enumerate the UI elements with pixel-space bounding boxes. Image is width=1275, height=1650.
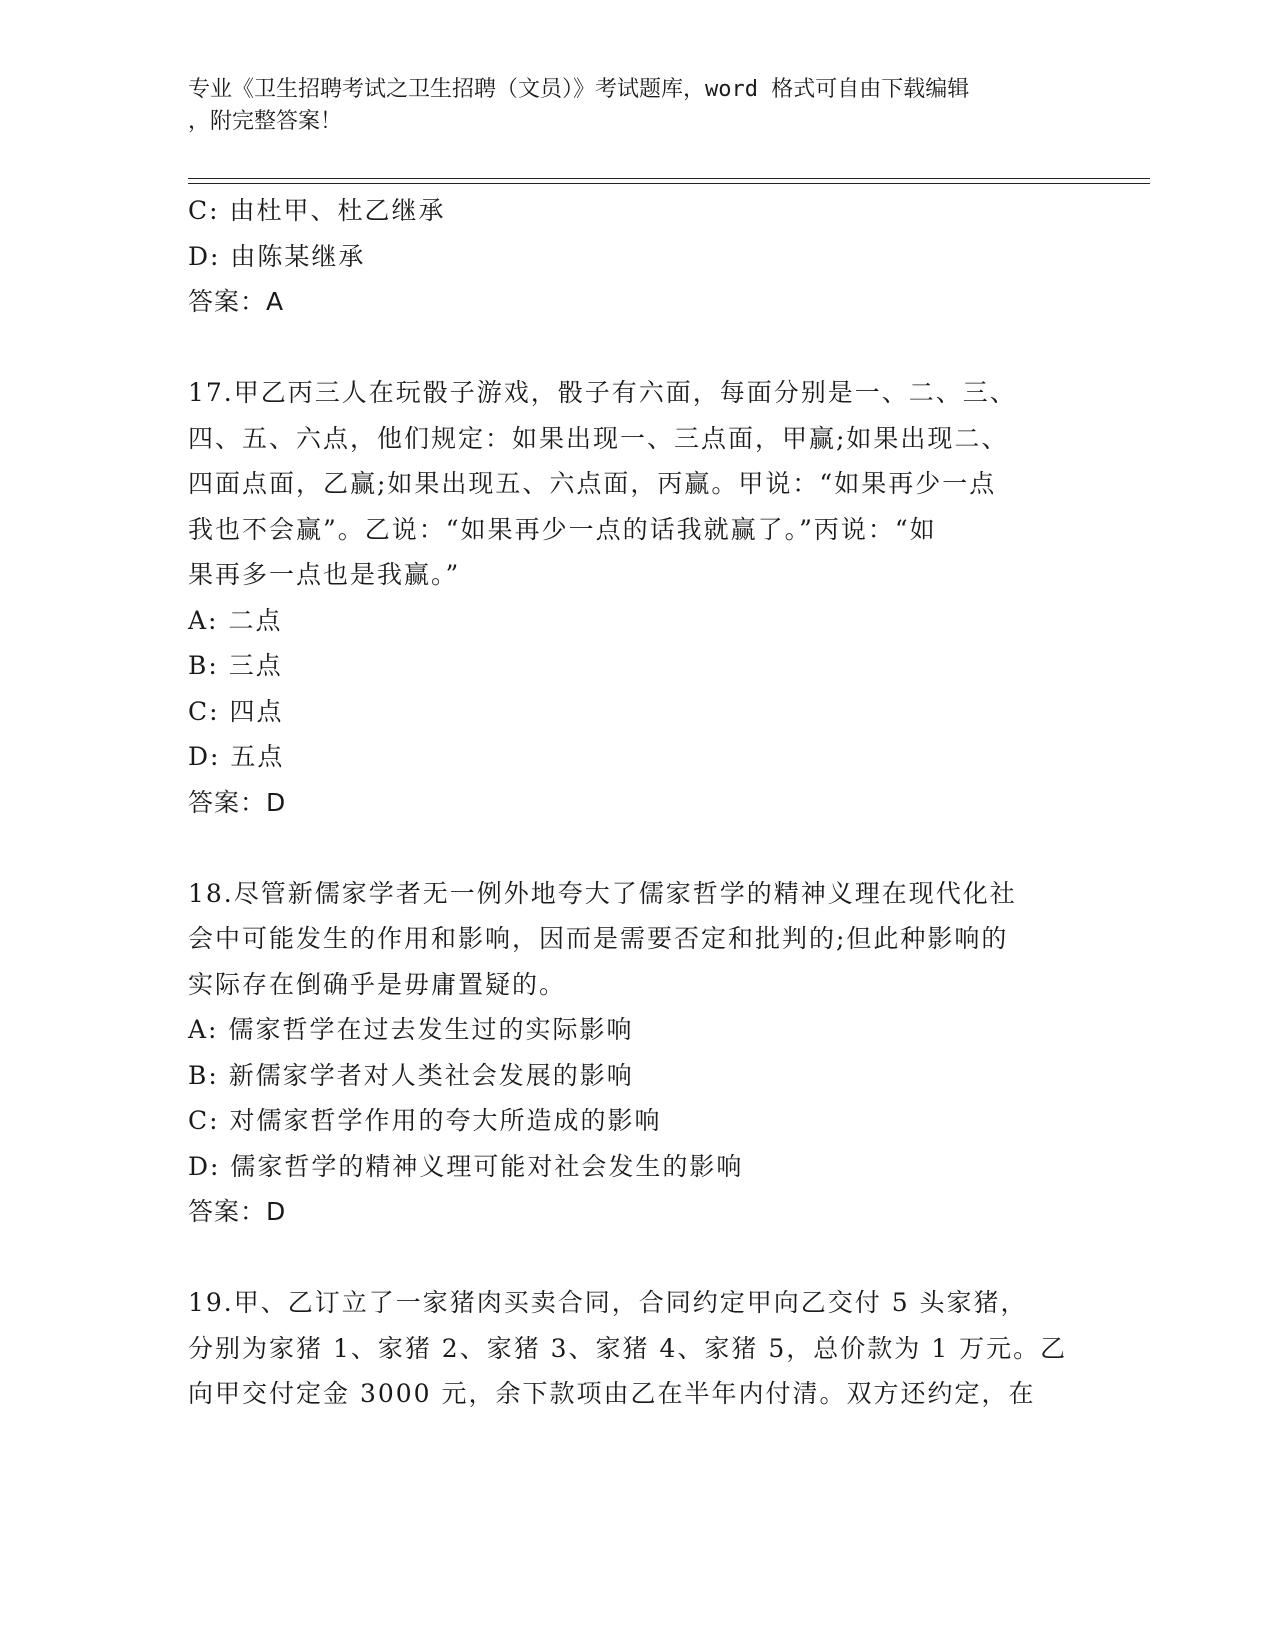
answer-line: 答案：D	[188, 1197, 287, 1226]
question-content	[188, 188, 1078, 1417]
question-text-line: 分别为家猪 1、家猪 2、家猪 3、家猪 4、家猪 5，总价款为 1 万元。乙	[188, 1333, 1068, 1363]
answer-line: 答案：A	[188, 287, 285, 316]
option-c: C: 对儒家哲学作用的夸大所造成的影响	[188, 1106, 662, 1135]
question-text-line: 17.甲乙丙三人在玩骰子游戏，骰子有六面，每面分别是一、二、三、	[188, 378, 1017, 407]
header-line: 专业《卫生招聘考试之卫生招聘（文员）》考试题库，word 格式可自由下载编辑	[188, 77, 970, 102]
question-text-line: 18.尽管新儒家学者无一例外地夸大了儒家哲学的精神义理在现代化社	[188, 878, 1017, 908]
question-text-line: 19.甲、乙订立了一家猪肉买卖合同，合同约定甲向乙交付 5 头家猪，	[188, 1288, 1028, 1317]
question-text-line: 实际存在倒确乎是毋庸置疑的。	[188, 969, 567, 999]
answer-line: 答案：D	[188, 787, 287, 817]
header-divider	[188, 178, 1150, 179]
question-17	[188, 370, 1078, 825]
option-a: A: 儒家哲学在过去发生过的实际影响	[188, 1015, 634, 1044]
option-b: B: 新儒家学者对人类社会发展的影响	[188, 1060, 634, 1090]
question-text-line: 四面点面，乙赢;如果出现五、六点面，丙赢。甲说：“如果再少一点	[188, 469, 997, 498]
question-text-line: 四、五、六点，他们规定：如果出现一、三点面，甲赢;如果出现二、	[188, 423, 1009, 453]
option-c: C: 由杜甲、杜乙继承	[188, 196, 446, 225]
option-a: A: 二点	[188, 605, 283, 635]
option-b: B: 三点	[188, 651, 283, 680]
document-header	[188, 74, 1088, 138]
option-d: D: 儒家哲学的精神义理可能对社会发生的影响	[188, 1151, 744, 1181]
question-text-line: 会中可能发生的作用和影响，因而是需要否定和批判的;但此种影响的	[188, 924, 1009, 953]
question-text-line: 向甲交付定金 3000 元，余下款项由乙在半年内付清。双方还约定，在	[188, 1379, 1036, 1408]
option-d: D: 由陈某继承	[188, 241, 366, 271]
option-d: D: 五点	[188, 742, 285, 771]
previous-question	[188, 188, 1078, 325]
question-text-line: 果再多一点也是我赢。”	[188, 560, 461, 589]
question-text-line: 我也不会赢”。乙说：“如果再少一点的话我就赢了。”丙说：“如	[188, 514, 937, 544]
header-divider	[188, 183, 1150, 184]
question-19	[188, 1280, 1078, 1417]
header-line: ，附完整答案！	[188, 109, 343, 134]
option-c: C: 四点	[188, 696, 284, 726]
question-18	[188, 871, 1078, 1235]
